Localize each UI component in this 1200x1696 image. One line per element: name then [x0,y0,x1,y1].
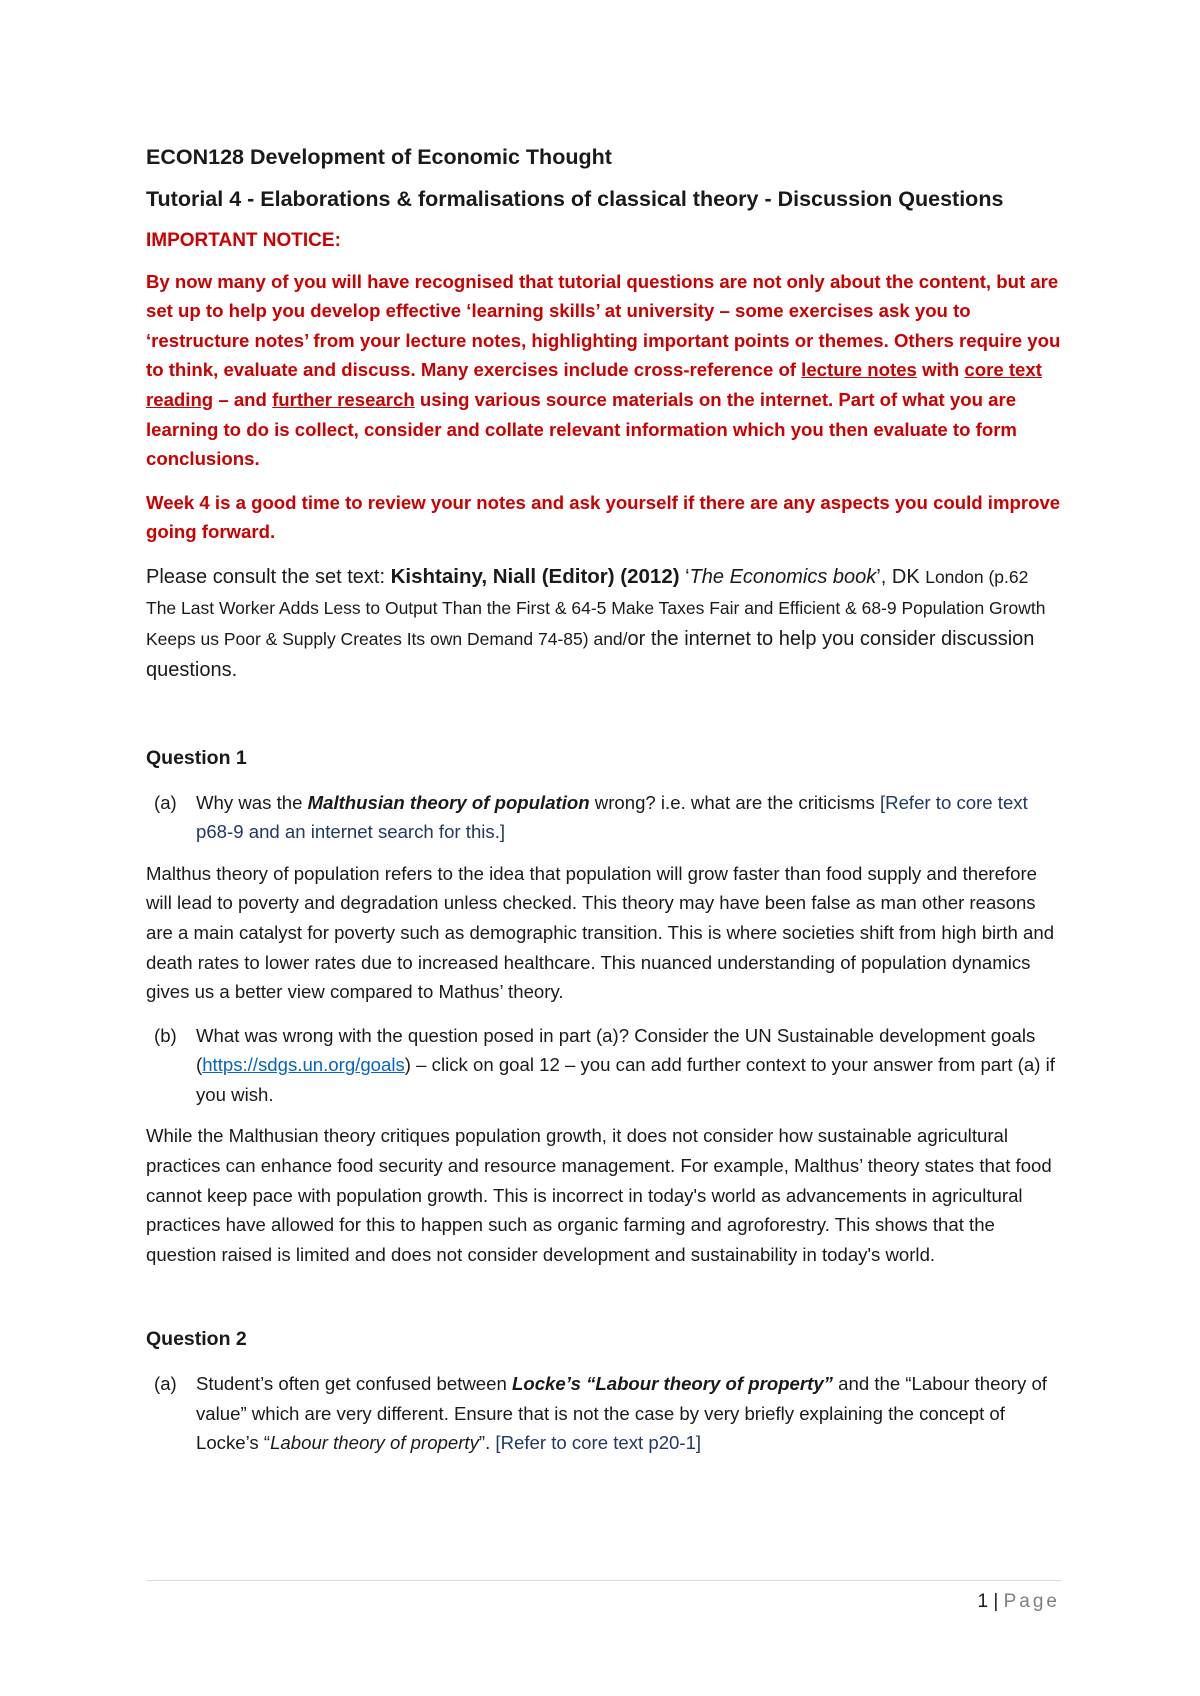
question-1a [146,788,1062,847]
labour-theory-of-property-term: Labour theory of property [270,1432,479,1454]
notice-heading: IMPORTANT NOTICE: [146,230,341,251]
document-body [146,142,1062,1470]
consult-suffix: or the internet to help you consider discussion questions. [146,627,1035,681]
q1a-text-post: wrong? i.e. what are the criticisms [589,791,880,813]
page-number: 1 [977,1591,989,1612]
quote-close: ’, DK [876,565,926,588]
question-2-heading: Question 2 [146,1328,247,1351]
question-1-heading: Question 1 [146,746,247,769]
core-text-reading-underline: core text reading [146,359,1042,410]
answer-1a: Malthus theory of population refers to the idea that population will grow faster than food supply and therefore will lead to poverty and degradation unless checked. This theory may have been false as man other reasons are a main catalyst for poverty such as demographic transition. This is where societies shift from high birth and death rates to lower rates due to increased healthcare. This nuanced understanding of population dynamics gives us a better view compared to Mathus’ theory. [146,862,1055,1003]
answer-1b: While the Malthusian theory critiques population growth, it does not consider how sustainable agricultural practices can enhance food security and resource management. For example, Malthus’ theory states that food cannot keep pace with population growth. This is incorrect in today's world as advancements in agricultural practices have allowed for this to happen such as organic farming and agroforestry. This shows that the question raised is limited and does not consider development and sustainability in today's world. [146,1125,1052,1265]
q1a-reference: [Refer to core text p68-9 and an internet search for this.] [196,791,1028,843]
q1b-text-pre: What was wrong with the question posed in part (a)? Consider the UN Sustainable development goals ( [196,1024,1036,1076]
notice-text-1: By now many of you will have recognised that tutorial questions are not only about the content, but are set up to help you develop effective ‘learning skills’ at university – some exercises ask you to ‘restructure notes’ from your lecture notes, highlighting important points or themes. Others require you to think, evaluate and discuss. Many exercises include cross-reference of [146,270,1061,381]
set-text-paragraph [146,561,1062,686]
q2a-reference: [Refer to core text p20-1] [495,1432,702,1454]
question-1a-label: (a) [154,791,177,813]
malthusian-theory-term: Malthusian theory of population [307,791,590,813]
question-1b [146,1021,1062,1110]
question-2a-label: (a) [154,1373,177,1395]
sdgs-link[interactable]: https://sdgs.un.org/goals [202,1054,405,1076]
question-1a-text [196,788,1062,847]
q1b-text-post: ) – click on goal 12 – you can add further context to your answer from part (a) if you wish. [196,1054,1055,1105]
consult-prefix: Please consult the set text: [146,565,391,588]
tutorial-title: Tutorial 4 - Elaborations & formalisations of classical theory - Discussion Questions [146,187,1004,211]
course-title: ECON128 Development of Economic Thought [146,145,612,169]
notice-text-3: – and [213,388,273,410]
notice-text-2: with [916,359,965,381]
page-word: Page [1003,1591,1060,1612]
quote-open: ‘ [679,565,690,588]
footer-divider [146,1580,1062,1581]
question-1b-label: (b) [154,1024,177,1046]
further-research-underline: further research [272,388,415,410]
footer-separator: | [988,1591,1004,1612]
q2a-text-mid: and the “Labour theory of value” which are very different. Ensure that is not the case by very briefly explaining the concept of Locke’s “ [196,1373,1047,1454]
section-spacer [146,1283,1062,1325]
q1a-text-pre: Why was the [196,791,308,813]
lecture-notes-underline: lecture notes [801,359,917,381]
page-references: London (p.62 The Last Worker Adds Less to Output Than the First & 64-5 Make Taxes Fair and Efficient & 68-9 Population Growth Keeps us Poor & Supply Creates Its own Demand 74-85) and/ [146,566,1046,649]
question-2a [146,1369,1062,1458]
question-1b-text [196,1021,1062,1110]
notice-paragraph [146,267,1062,474]
book-author: Kishtainy, Niall (Editor) (2012) [390,564,680,588]
question-2a-text [196,1369,1062,1458]
page-footer [978,1590,1060,1614]
q2a-text-pre: Student’s often get confused between [196,1373,512,1395]
q2a-text-post: ”. [478,1432,496,1454]
notice-text-4: using various source materials on the internet. Part of what you are learning to do is collect, consider and collate relevant information which you then evaluate to form conclusions. [146,388,1017,470]
lockes-labour-theory-term: Locke’s “Labour theory of property” [512,1373,833,1395]
week-4-notice: Week 4 is a good time to review your notes and ask yourself if there are any aspects you could improve going forward. [146,491,1061,543]
book-title: The Economics book [689,565,877,588]
